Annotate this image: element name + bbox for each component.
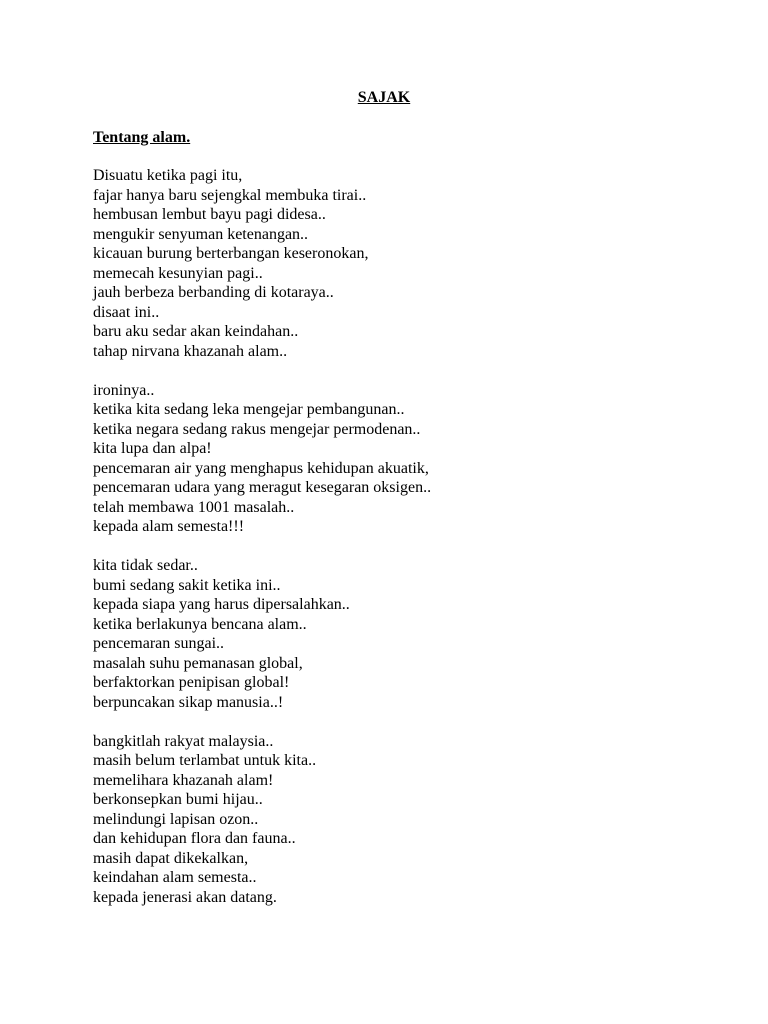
poem-line: kepada jenerasi akan datang. <box>93 888 277 906</box>
poem-line: kita tidak sedar.. <box>93 557 198 574</box>
poem-line: ketika berlakunya bencana alam.. <box>93 615 307 633</box>
poem-line: pencemaran udara yang meragut kesegaran oksigen.. <box>93 479 432 496</box>
poem-line: baru aku sedar akan keindahan.. <box>93 323 299 340</box>
poem-stanza <box>93 381 733 537</box>
poem-line: pencemaran sungai.. <box>93 635 225 652</box>
poem-line: kepada alam semesta!!! <box>93 518 245 535</box>
poem-line: berfaktorkan penipisan global! <box>93 674 290 691</box>
document-title: SAJAK <box>357 89 411 106</box>
poem-line: masalah suhu pemanasan global, <box>93 654 303 672</box>
poem-line: melindungi lapisan ozon.. <box>93 810 259 828</box>
poem-line: berpuncakan sikap manusia..! <box>93 693 284 711</box>
poem-line: ketika kita sedang leka mengejar pembangunan.. <box>93 401 405 418</box>
poem-line: kita lupa dan alpa! <box>93 440 212 457</box>
poem-line: pencemaran air yang menghapus kehidupan akuatik, <box>93 459 429 477</box>
poem-subtitle: Tentang alam. <box>93 129 191 146</box>
poem-line: tahap nirvana khazanah alam.. <box>93 342 288 360</box>
poem-line: Disuatu ketika pagi itu, <box>93 167 243 184</box>
poem-stanza <box>93 166 733 361</box>
poem-body <box>93 166 733 927</box>
poem-line: disaat ini.. <box>93 303 160 321</box>
poem-line: mengukir senyuman ketenangan.. <box>93 225 309 243</box>
poem-line: keindahan alam semesta.. <box>93 869 257 886</box>
poem-line: berkonsepkan bumi hijau.. <box>93 791 263 808</box>
poem-line: bangkitlah rakyat malaysia.. <box>93 732 274 750</box>
poem-line: hembusan lembut bayu pagi didesa.. <box>93 206 326 223</box>
poem-line: ironinya.. <box>93 381 155 399</box>
poem-line: masih belum terlambat untuk kita.. <box>93 752 317 769</box>
poem-line: ketika negara sedang rakus mengejar permodenan.. <box>93 420 421 438</box>
poem-line: bumi sedang sakit ketika ini.. <box>93 576 281 594</box>
poem-line: kepada siapa yang harus dipersalahkan.. <box>93 596 350 613</box>
poem-line: memecah kesunyian pagi.. <box>93 264 263 282</box>
poem-line: memelihara khazanah alam! <box>93 771 274 789</box>
poem-stanza <box>93 556 733 712</box>
poem-line: fajar hanya baru sejengkal membuka tirai.. <box>93 186 367 204</box>
poem-line: telah membawa 1001 masalah.. <box>93 498 295 516</box>
poem-line: dan kehidupan flora dan fauna.. <box>93 830 296 847</box>
poem-line: masih dapat dikekalkan, <box>93 849 249 867</box>
poem-line: jauh berbeza berbanding di kotaraya.. <box>93 284 334 301</box>
poem-stanza <box>93 732 733 908</box>
poem-line: kicauan burung berterbangan keseronokan, <box>93 245 369 262</box>
